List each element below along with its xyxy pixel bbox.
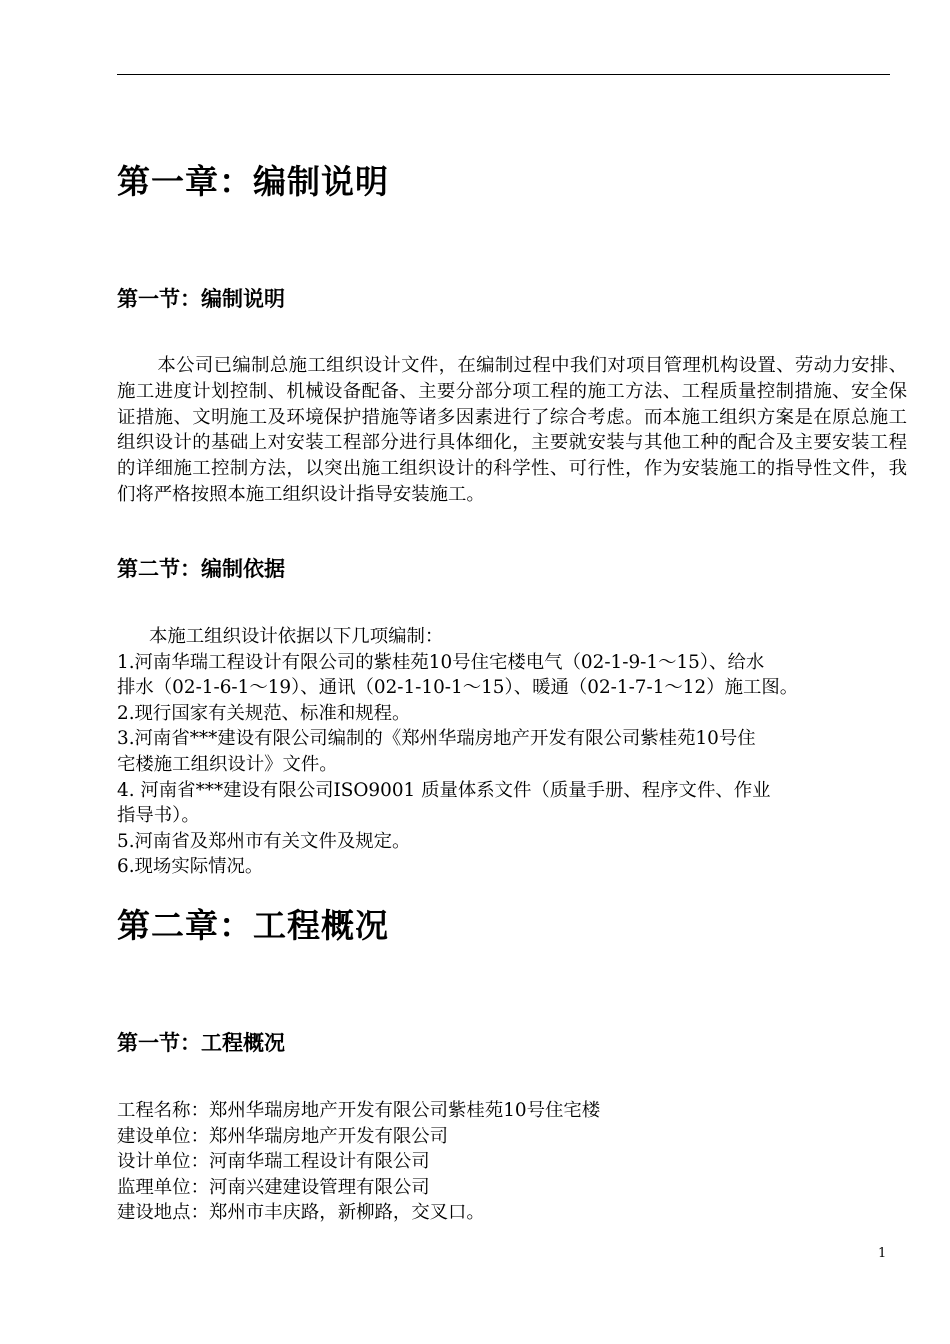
chapter-1-title: 第一章：编制说明 [117,162,389,201]
basis-list [117,624,907,880]
project-owner: 建设单位：郑州华瑞房地产开发有限公司 [117,1125,449,1147]
basis-item: 2.现行国家有关规范、标准和规程。 [117,702,411,724]
project-supervisor: 监理单位：河南兴建建设管理有限公司 [117,1176,430,1198]
section-1-1-paragraph [117,353,907,508]
basis-intro: 本施工组织设计依据以下几项编制： [149,626,444,647]
project-designer: 设计单位：河南华瑞工程设计有限公司 [117,1151,430,1173]
project-info-list [117,1098,907,1226]
chapter-2-title: 第二章：工程概况 [117,906,389,945]
header-rule [117,74,890,75]
section-1-2-title: 第二节：编制依据 [117,557,285,581]
project-location: 建设地点：郑州市丰庆路，新柳路，交叉口。 [117,1202,485,1224]
basis-item: 3.河南省***建设有限公司编制的《郑州华瑞房地产开发有限公司紫桂苑10号住 [117,728,756,750]
basis-item: 4. 河南省***建设有限公司ISO9001 质量体系文件（质量手册、程序文件、作业 [117,779,771,801]
section-1-1-title: 第一节：编制说明 [117,287,285,311]
section-2-1-title: 第一节：工程概况 [117,1031,285,1055]
basis-item: 宅楼施工组织设计》文件。 [117,753,338,775]
basis-item: 5.河南省及郑州市有关文件及规定。 [117,830,411,852]
basis-item: 指导书）。 [117,805,200,827]
basis-item: 1.河南华瑞工程设计有限公司的紫桂苑10号住宅楼电气（02-1-9-1～15）、给水 [117,651,765,673]
project-name: 工程名称：郑州华瑞房地产开发有限公司紫桂苑10号住宅楼 [117,1100,601,1121]
basis-item: 6.现场实际情况。 [117,856,264,878]
section-1-1-paragraph-text: 本公司已编制总施工组织设计文件，在编制过程中我们对项目管理机构设置、劳动力安排、施工进度计划控制、机械设备配备、主要分部分项工程的施工方法、工程质量控制措施、安全保证措施、文明施工及环境保护措施等诸多因素进行了综合考虑。而本施工组织方案是在原总施工组织设计的基础上对安装工程部分进行具体细化，主要就安装与其他工种的配合及主要安装工程的详细施工控制方法，以突出施工组织设计的科学性、可行性，作为安装施工的指导性文件，我们将严格按照本施工组织设计指导安装施工。 [117,355,907,505]
basis-item: 排水（02-1-6-1～19）、通讯（02-1-10-1～15）、暖通（02-1-7-1～12）施工图。 [117,677,799,699]
page-number: 1 [878,1246,887,1261]
